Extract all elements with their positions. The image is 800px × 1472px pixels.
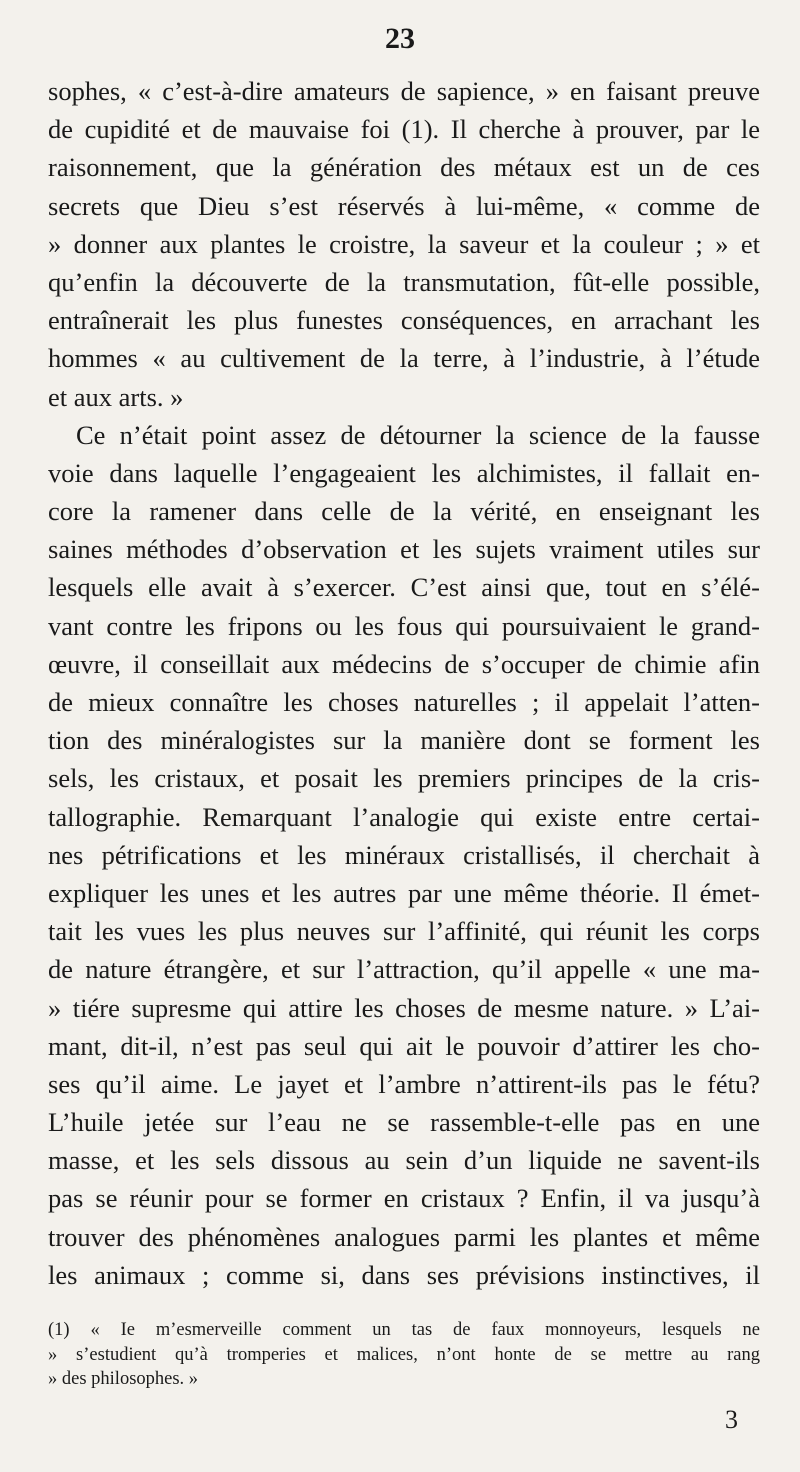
text-line: ses qu’il aime. Le jayet et l’ambre n’attirent-ils pas le fétu? [48,1068,760,1099]
text-line: sophes, « c’est-à-dire amateurs de sapience, » en faisant preuve [48,76,760,106]
text-line: pas se réunir pour se former en cristaux ? Enfin, il va jusqu’à [48,1183,760,1214]
text-line: tion des minéralogistes sur la manière dont se forment les [48,725,760,756]
text-line: de cupidité et de mauvaise foi (1). Il cherche à prouver, par le [48,114,760,145]
text-line: » donner aux plantes le croistre, la saveur et la couleur ; » et [48,228,760,259]
text-line: voie dans laquelle l’engageaient les alchimistes, il fallait en- [48,457,760,488]
text-line: expliquer les unes et les autres par une même théorie. Il émet- [48,877,760,908]
footnote-line: » s’estudient qu’à tromperies et malices, n’ont honte de se mettre au rang [48,1344,760,1365]
text-line: core la ramener dans celle de la vérité, en enseignant les [48,496,760,527]
text-line: saines méthodes d’observation et les sujets vraiment utiles sur [48,534,760,565]
text-line: hommes « au cultivement de la terre, à l’industrie, à l’étude [48,343,760,374]
text-line: sels, les cristaux, et posait les premiers principes de la cris- [48,763,760,794]
text-line: de nature étrangère, et sur l’attraction, qu’il appelle « une ma- [48,954,760,985]
body-text [48,72,760,1294]
text-line: Ce n’était point assez de détourner la science de la fausse [76,419,760,450]
footnote-line: (1) « Ie m’esmerveille comment un tas de faux monnoyeurs, lesquels ne [48,1320,760,1340]
text-line: masse, et les sels dissous au sein d’un liquide ne savent-ils [48,1145,760,1176]
text-line: lesquels elle avait à s’exercer. C’est ainsi que, tout en s’élé- [48,572,760,603]
text-line: tallographie. Remarquant l’analogie qui existe entre certai- [48,801,760,832]
text-line: L’huile jetée sur l’eau ne se rassemble-t-elle pas en une [48,1107,760,1138]
text-line: qu’enfin la découverte de la transmutation, fût-elle possible, [48,266,760,297]
text-line: les animaux ; comme si, dans ses prévisions instinctives, il [48,1259,760,1290]
text-line: de mieux connaître les choses naturelles ; il appelait l’atten- [48,687,760,717]
text-line: secrets que Dieu s’est réservés à lui-même, « comme de [48,190,760,221]
text-line: et aux arts. » [48,381,184,412]
footnote [48,1318,760,1392]
signature-mark: 3 [725,1405,738,1434]
page-number: 23 [385,22,415,55]
text-line: raisonnement, que la génération des métaux est un de ces [48,152,760,183]
text-line: mant, dit-il, n’est pas seul qui ait le pouvoir d’attirer les cho- [48,1030,760,1061]
footnote-line: » des philosophes. » [48,1369,199,1389]
text-line: œuvre, il conseillait aux médecins de s’occuper de chimie afin [48,648,760,679]
text-line: tait les vues les plus neuves sur l’affinité, qui réunit les corps [48,916,760,947]
text-line: nes pétrifications et les minéraux cristallisés, il cherchait à [48,839,760,870]
text-line: entraînerait les plus funestes conséquences, en arrachant les [48,305,760,336]
text-line: vant contre les fripons ou les fous qui poursuivaient le grand- [48,610,760,641]
text-line: trouver des phénomènes analogues parmi les plantes et même [48,1221,760,1252]
text-line: » tiére supresme qui attire les choses de mesme nature. » L’ai- [48,992,760,1023]
